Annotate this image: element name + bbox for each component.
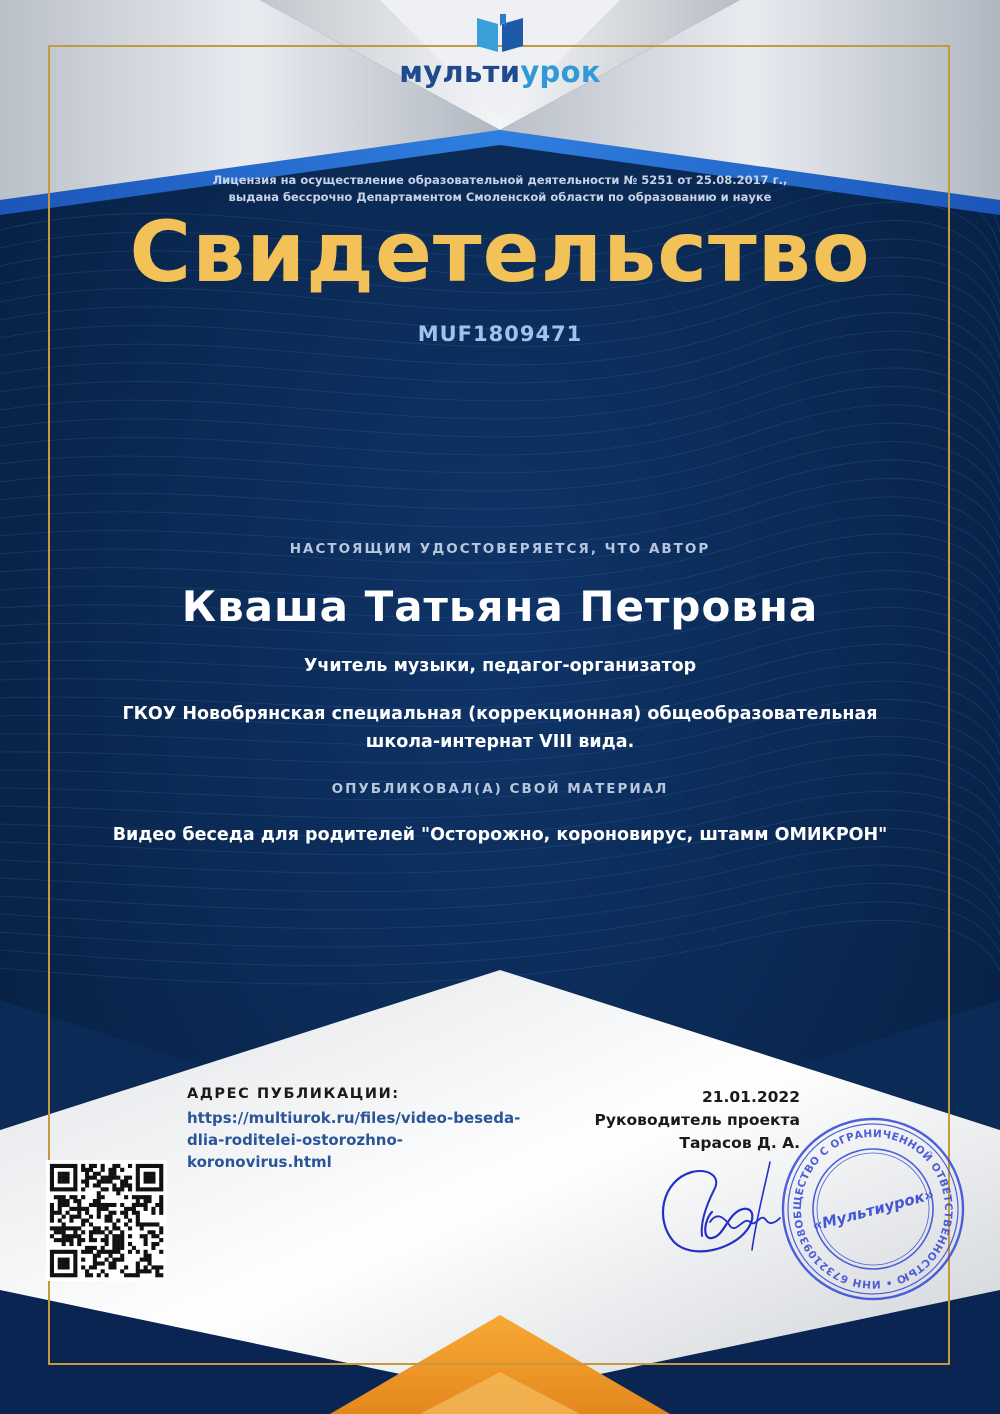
certificate-code: MUF1809471 bbox=[417, 322, 583, 346]
book-logo-icon bbox=[474, 12, 526, 54]
published-label: ОПУБЛИКОВАЛ(А) СВОЙ МАТЕРИАЛ bbox=[331, 781, 669, 797]
brand-logo: мультиурок bbox=[399, 55, 601, 89]
signature-block bbox=[595, 1086, 800, 1155]
signer-name: Тарасов Д. А. bbox=[679, 1134, 800, 1152]
company-stamp bbox=[780, 1116, 966, 1302]
publication-label: АДРЕС ПУБЛИКАЦИИ: bbox=[187, 1086, 400, 1102]
svg-text:«Мультиурок»: «Мультиурок» bbox=[810, 1185, 936, 1235]
publication-url[interactable]: https://multiurok.ru/files/video-beseda- dlia-roditelei-ostorozhno- koronovirus.html bbox=[187, 1109, 521, 1171]
intro-text: НАСТОЯЩИМ УДОСТОВЕРЯЕТСЯ, ЧТО АВТОР bbox=[289, 541, 711, 557]
author-name: Кваша Татьяна Петровна bbox=[181, 582, 819, 631]
qr-code bbox=[46, 1160, 167, 1281]
certificate-title: Свидетельство bbox=[129, 203, 871, 301]
material-title: Видео беседа для родителей "Осторожно, короновирус, штамм ОМИКРОН" bbox=[112, 825, 888, 845]
author-organization: ГКОУ Новобрянская специальная (коррекционная) общеобразовательная школа-интернат VIII вида. bbox=[122, 704, 878, 752]
issue-date: 21.01.2022 bbox=[701, 1088, 800, 1106]
handwritten-signature bbox=[652, 1150, 792, 1265]
author-position: Учитель музыки, педагог-организатор bbox=[303, 656, 697, 676]
svg-text:ОБЩЕСТВО С ОГРАНИЧЕННОЙ ОТВЕТС: ОБЩЕСТВО С ОГРАНИЧЕННОЙ ОТВЕТСТВЕННОСТЬЮ • ИНН 6732109381 bbox=[791, 1127, 955, 1291]
license-text: Лицензия на осуществление образовательной деятельности № 5251 от 25.08.2017 г., выдана бессрочно Департаментом Смоленской области по образованию и науке bbox=[212, 173, 788, 204]
signer-role: Руководитель проекта bbox=[594, 1111, 800, 1129]
